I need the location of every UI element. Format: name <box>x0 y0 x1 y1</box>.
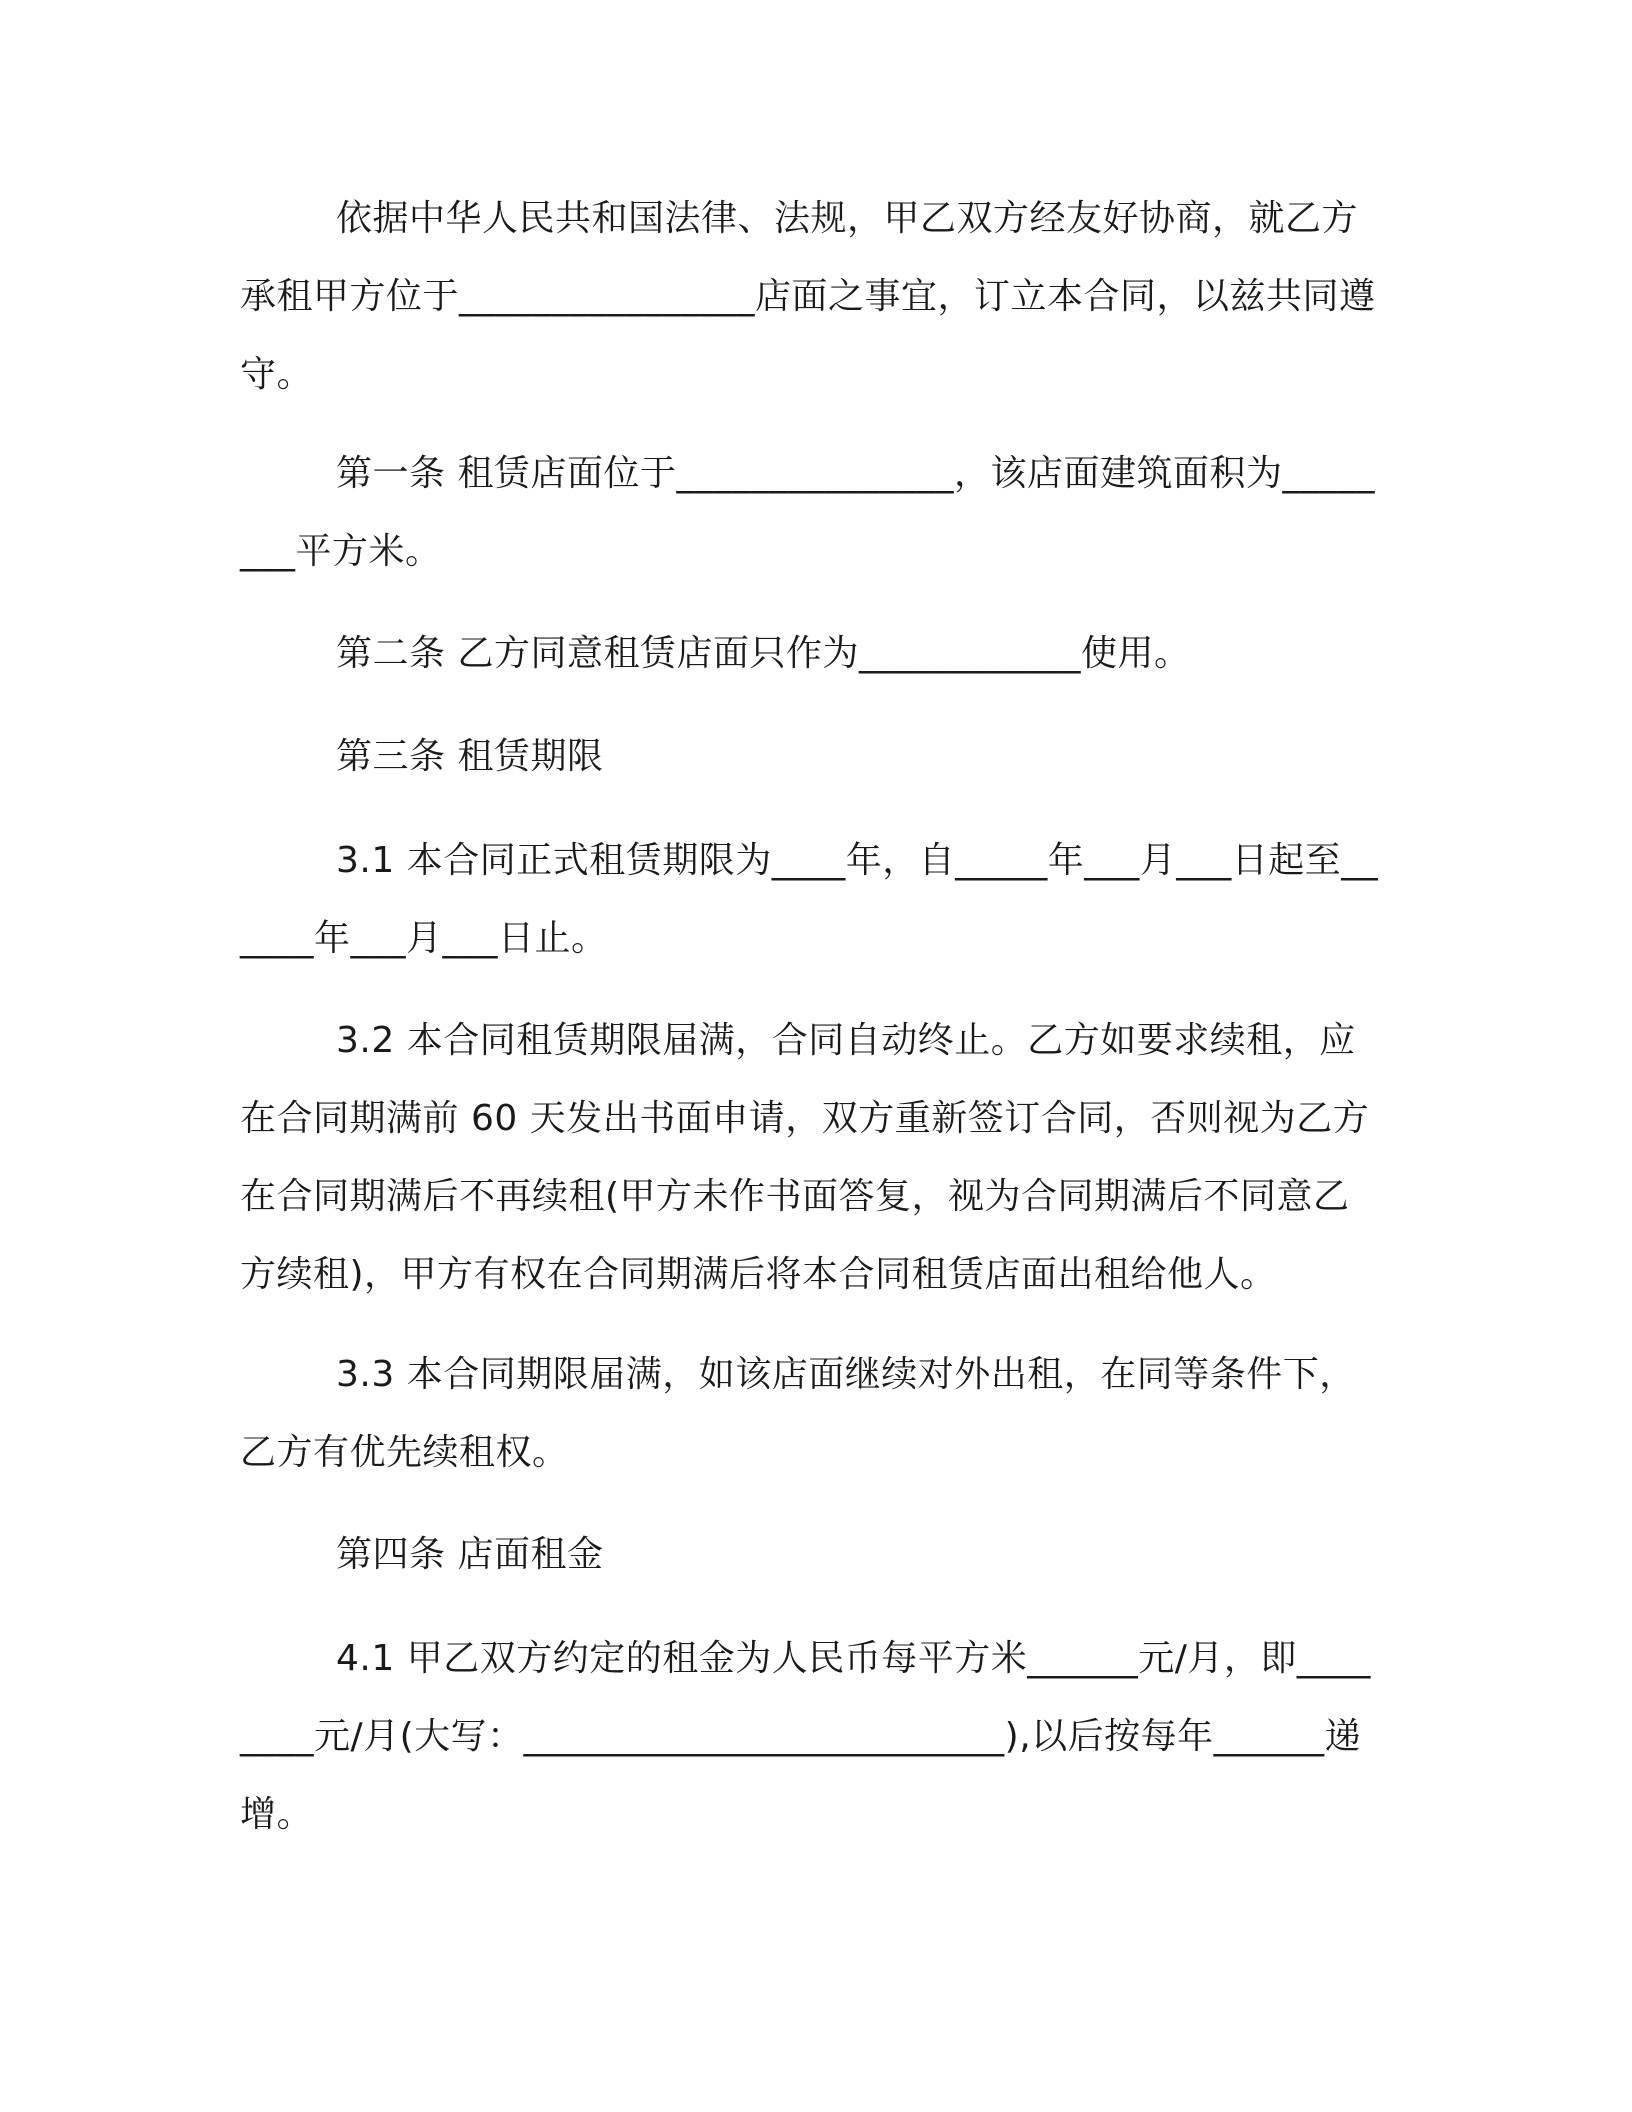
paragraph-article-4-heading: 第四条 店面租金 <box>336 1534 604 1575</box>
paragraph-article-1: 第一条 租赁店面位于_______________，该店面建筑面积为________平方米。 <box>240 453 1375 572</box>
paragraph-clause-4-1: 4.1 甲乙双方约定的租金为人民币每平方米______元/月，即________元/月(大写：__________________________),以后按每年______递增。 <box>240 1638 1371 1835</box>
paragraph-clause-3-2: 3.2 本合同租赁期限届满，合同自动终止。乙方如要求续租，应在合同期满前 60 天发出书面申请，双方重新签订合同，否则视为乙方在合同期满后不再续租(甲方未作书面答复，视为合同期满后不同意乙方续租)，甲方有权在合同期满后将本合同租赁店面出租给他人。 <box>240 1020 1370 1295</box>
paragraph-article-3-heading: 第三条 租赁期限 <box>336 736 604 777</box>
paragraph-article-2: 第二条 乙方同意租赁店面只作为____________使用。 <box>336 633 1191 674</box>
paragraph-clause-3-3: 3.3 本合同期限届满，如该店面继续对外出租，在同等条件下，乙方有优先续租权。 <box>240 1354 1356 1473</box>
paragraph-preamble: 依据中华人民共和国法律、法规，甲乙双方经友好协商，就乙方承租甲方位于________________店面之事宜，订立本合同，以兹共同遵守。 <box>240 198 1376 395</box>
paragraph-clause-3-1: 3.1 本合同正式租赁期限为____年，自_____年___月___日起至______年___月___日止。 <box>240 840 1379 959</box>
